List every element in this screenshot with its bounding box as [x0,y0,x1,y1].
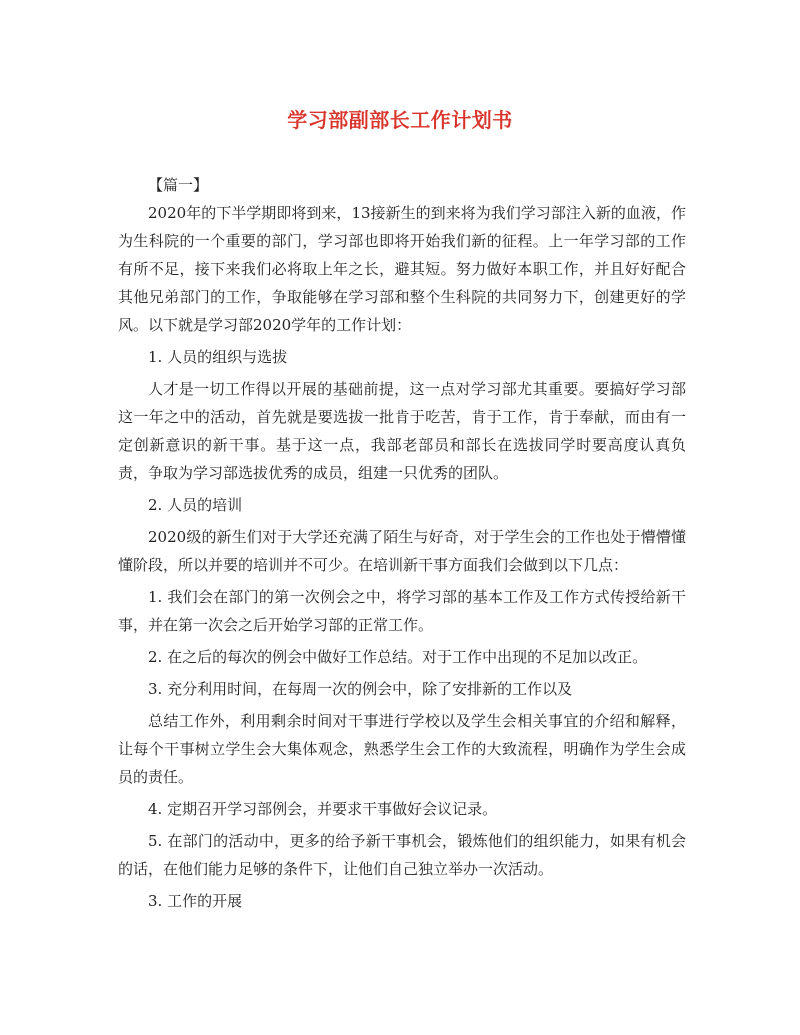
paragraph-training: 2020级的新生们对于大学还充满了陌生与好奇，对于学生会的工作也处于懵懵懂懂阶段，所以并要的培训并不可少。在培训新干事方面我们会做到以下几点： [118,528,686,574]
section-label: 【篇一】 [148,176,209,194]
list-item-3: 3. 充分利用时间，在每周一次的例会中，除了安排新的工作以及 [148,680,573,698]
paragraph-intro: 2020年的下半学期即将到来，13接新生的到来将为我们学习部注入新的血液，作为生科院的一个重要的部门，学习部也即将开始我们新的征程。上一年学习部的工作有所不足，接下来我们必将取上年之长，避其短。努力做好本职工作，并且好好配合其他兄弟部门的工作，争取能够在学习部和整个生科院的共同努力下，创建更好的学风。以下就是学习部2020学年的工作计划： [118,204,686,334]
list-item-2: 2. 在之后的每次的例会中做好工作总结。对于工作中出现的不足加以改正。 [148,648,648,666]
heading-1: 1. 人员的组织与选拔 [148,348,288,366]
heading-2: 2. 人员的培训 [148,496,243,514]
list-item-3-continued: 总结工作外，利用剩余时间对干事进行学校以及学生会相关事宜的介绍和解释，让每个干事树立学生会大集体观念，熟悉学生会工作的大致流程，明确作为学生会成员的责任。 [118,712,686,786]
document-body [118,171,686,915]
list-item-5: 5. 在部门的活动中，更多的给予新干事机会，锻炼他们的组织能力，如果有机会的话，在他们能力足够的条件下，让他们自己独立举办一次活动。 [118,832,686,878]
list-item-1: 1. 我们会在部门的第一次例会之中，将学习部的基本工作及工作方式传授给新干事，并在第一次会之后开始学习部的正常工作。 [118,588,686,634]
list-item-4: 4. 定期召开学习部例会，并要求干事做好会议记录。 [148,800,498,818]
heading-3: 3. 工作的开展 [148,892,243,910]
page-title: 学习部副部长工作计划书 [287,108,513,132]
paragraph-selection: 人才是一切工作得以开展的基础前提，这一点对学习部尤其重要。要搞好学习部这一年之中的活动，首先就是要选拔一批肯于吃苦，肯于工作，肯于奉献，而由有一定创新意识的新干事。基于这一点，我部老部员和部长在选拔同学时要高度认真负责，争取为学习部选拔优秀的成员，组建一只优秀的团队。 [118,380,686,482]
